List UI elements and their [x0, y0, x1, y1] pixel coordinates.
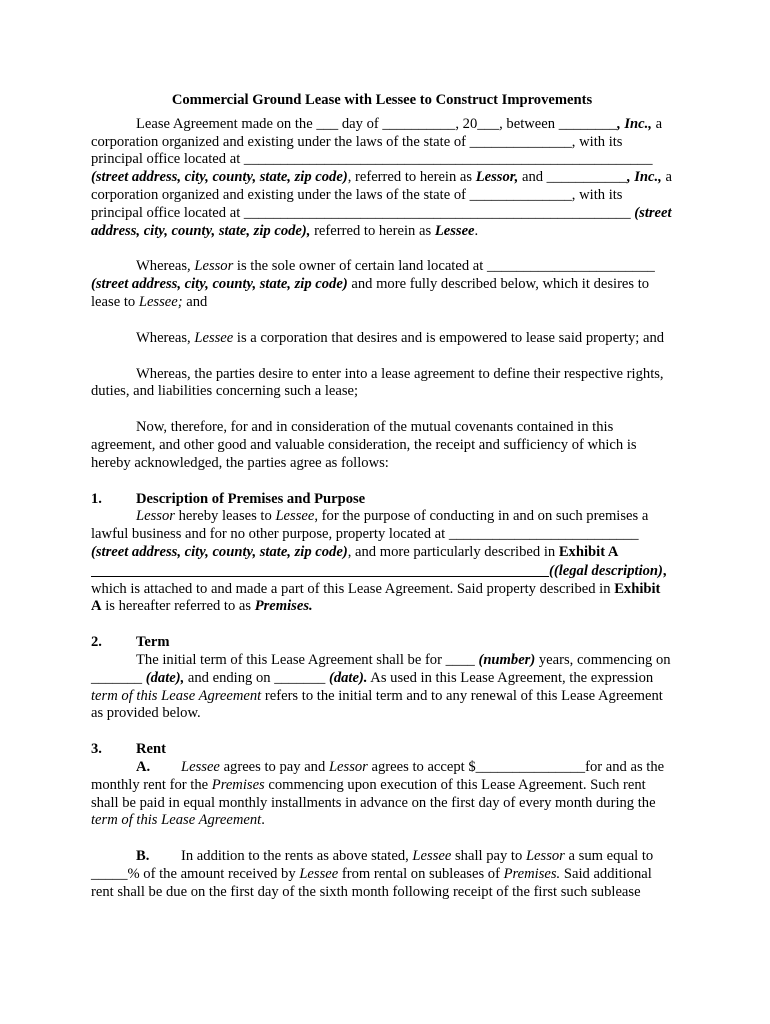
- intro-text: referred to herein as: [310, 222, 435, 239]
- whereas-text: and: [182, 293, 208, 310]
- address-placeholder: (street address, city, county, state, zip code),: [91, 204, 672, 239]
- intro-text: a corporation organized and existing under the laws of the state of ______________, with its principal office located at _____________________________________________________: [91, 169, 672, 221]
- section-text: which is attached to and made a part of this Lease Agreement. Said property described in: [91, 580, 615, 597]
- subsection-letter: B.: [136, 848, 150, 865]
- lessor-term: Lessor: [328, 758, 368, 775]
- lessee-term: Lessee: [194, 329, 234, 346]
- lessee-term: Lessee;: [138, 293, 183, 310]
- section-text: , for the purpose of conducting in and on such premises a lawful business and for no other purpose, property located at __________________________: [91, 508, 649, 543]
- whereas-text: Whereas,: [136, 258, 195, 275]
- lessee-term: Lessee: [412, 848, 452, 865]
- section-2-heading: [91, 634, 673, 652]
- premises-term: Premises: [211, 776, 265, 793]
- section-text: The initial term of this Lease Agreement shall be for ____: [136, 651, 479, 668]
- whereas-paragraph-2: [91, 330, 673, 348]
- date-placeholder: (date),: [145, 669, 185, 686]
- subsection-letter: A.: [136, 758, 151, 775]
- lessor-term: Lessor: [194, 258, 234, 275]
- section-text: In addition to the rents as above stated,: [181, 848, 413, 865]
- intro-paragraph: [91, 116, 673, 241]
- lessor-term: Lessor: [136, 508, 175, 525]
- whereas-paragraph-1: [91, 258, 673, 311]
- section-text: years, commencing on _______: [91, 651, 671, 686]
- lessee-term: Lessee: [275, 508, 315, 525]
- legal-description-blank: [91, 562, 549, 577]
- address-placeholder: (street address, city, county, state, zip code): [91, 169, 348, 186]
- intro-text: , Inc.,: [617, 115, 652, 132]
- whereas-text: is a corporation that desires and is empowered to lease said property; and: [233, 329, 665, 346]
- document-title: Commercial Ground Lease with Lessee to Construct Improvements: [171, 92, 593, 108]
- section-text: , and more particularly described in: [347, 543, 559, 560]
- section-text: hereby leases to: [174, 508, 276, 525]
- premises-term: Premises.: [254, 598, 313, 615]
- exhibit-a-reference: Exhibit A: [558, 543, 619, 560]
- lessee-term: Lessee: [299, 865, 339, 882]
- document-page: [91, 92, 673, 901]
- address-placeholder: (street address, city, county, state, zip code): [91, 276, 348, 293]
- section-title: Term: [136, 634, 170, 651]
- number-placeholder: (number): [478, 651, 536, 668]
- intro-text: and ___________: [518, 169, 627, 186]
- section-text: is hereafter referred to as: [101, 598, 255, 615]
- lessor-term: Lessor,: [475, 169, 519, 186]
- whereas-text: is the sole owner of certain land located at _______________________: [233, 258, 655, 275]
- section-2: [91, 634, 673, 723]
- section-text: .: [261, 812, 265, 829]
- section-text: and ending on _______: [184, 669, 329, 686]
- section-number: 1.: [91, 490, 102, 507]
- section-text: a sum equal to _____% of the amount received by: [91, 848, 654, 882]
- section-text: agrees to pay and: [219, 758, 329, 775]
- section-3-heading: [91, 741, 673, 759]
- intro-text: , Inc.,: [626, 169, 662, 186]
- section-text: from rental on subleases of: [338, 865, 504, 882]
- section-text: agrees to accept $_______________for and as the monthly rent for the: [91, 758, 665, 793]
- section-3: [91, 741, 673, 830]
- section-text: refers to the initial term and to any renewal of this Lease Agreement as provided below.: [91, 687, 663, 722]
- term-phrase: term of this Lease Agreement: [91, 812, 262, 829]
- section-1: [91, 491, 673, 617]
- whereas-paragraph-3: Whereas, the parties desire to enter into a lease agreement to define their respective rights, duties, and liabilities concerning such a lease;: [91, 365, 664, 400]
- address-placeholder: (street address, city, county, state, zip code): [91, 543, 348, 560]
- section-1-heading: [91, 491, 673, 509]
- section-text: As used in this Lease Agreement, the expression: [367, 669, 654, 686]
- whereas-text: Whereas,: [136, 329, 195, 346]
- intro-text: Lease Agreement made on the ___ day of __________, 20___, between ________: [136, 115, 618, 132]
- section-number: 2.: [91, 634, 102, 651]
- whereas-text: and more fully described below, which it desires to lease to: [91, 276, 650, 310]
- section-text: ,: [662, 562, 667, 579]
- section-3b: [91, 848, 673, 901]
- exhibit-a-reference: Exhibit A: [91, 580, 661, 615]
- section-text: commencing upon execution of this Lease Agreement. Such rent shall be paid in equal monthly installments in advance on the first day of every month during the: [91, 776, 656, 811]
- section-title: Description of Premises and Purpose: [136, 490, 366, 507]
- date-placeholder: (date).: [328, 669, 368, 686]
- intro-text: .: [474, 222, 479, 239]
- section-title: Rent: [136, 741, 166, 758]
- lessee-term: Lessee: [434, 222, 475, 239]
- term-phrase: term of this Lease Agreement: [91, 687, 262, 704]
- intro-text: , referred to herein as: [347, 169, 476, 186]
- lessor-term: Lessor: [525, 848, 565, 865]
- now-therefore-paragraph: Now, therefore, for and in consideration of the mutual covenants contained in this agreement, and other good and valuable consideration, the receipt and sufficiency of which is hereby acknowledged, the parties agree as follows:: [91, 419, 637, 471]
- premises-term: Premises.: [503, 865, 561, 882]
- section-text: Said additional rent shall be due on the first day of the sixth month following receipt of the first such sublease: [91, 865, 652, 900]
- section-text: shall pay to: [451, 848, 526, 865]
- section-number: 3.: [91, 741, 102, 758]
- legal-description-placeholder: ((legal description): [549, 562, 663, 579]
- lessee-term: Lessee: [181, 758, 220, 775]
- intro-text: a corporation organized and existing under the laws of the state of ______________, with its principal office located at ________________________________________________________: [91, 115, 663, 168]
